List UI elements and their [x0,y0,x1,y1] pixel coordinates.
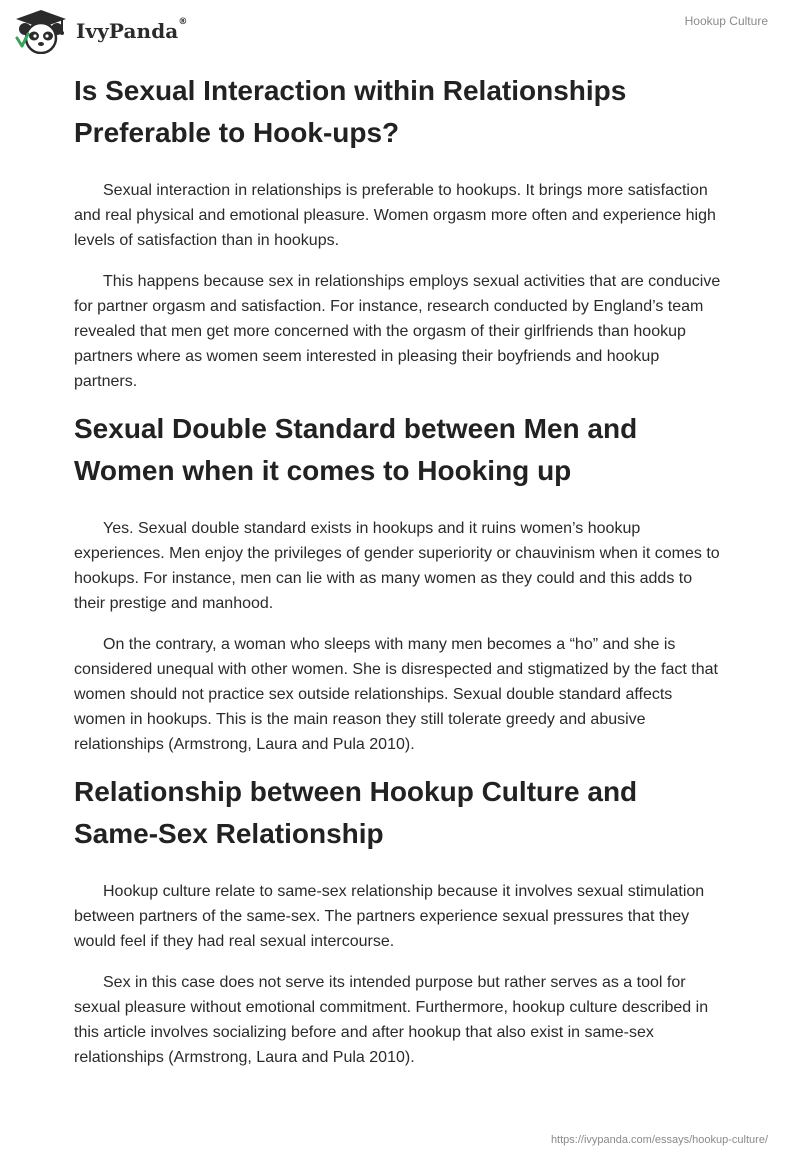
panda-graduate-icon [14,8,68,54]
section-heading: Sexual Double Standard between Men and Women when it comes to Hooking up [74,413,638,486]
document-title-label: Hookup Culture [684,14,768,28]
section-heading: Is Sexual Interaction within Relationships Preferable to Hook-ups? [74,75,627,148]
paragraph: Hookup culture relate to same-sex relationship because it involves sexual stimulation between partners of the same-sex. The partners experience sexual pressures that they would feel if they had real sexual intercourse. [74,883,705,950]
paragraph: Yes. Sexual double standard exists in hookups and it ruins women’s hookup experiences. Men enjoy the privileges of gender superiority or chauvinism when it comes to hookups. For instance, men can lie with as many women as they could and this adds to their prestige and manhood. [74,520,720,612]
section-heading: Relationship between Hookup Culture and Same-Sex Relationship [74,776,638,849]
paragraph: On the contrary, a woman who sleeps with many men becomes a “ho” and she is considered unequal with other women. She is disrespected and stigmatized by the fact that women should not practice sex outside relationships. Sexual double standard affects women in hookups. This is the main reason they still tolerate greedy and abusive relationships (Armstrong, Laura and Pula 2010). [74,636,718,753]
source-url[interactable]: https://ivypanda.com/essays/hookup-culture/ [550,1134,768,1146]
paragraph: Sexual interaction in relationships is preferable to hookups. It brings more satisfaction and real physical and emotional pleasure. Women orgasm more often and experience high levels of satisfaction than in hookups. [74,182,716,249]
brand-logo[interactable] [14,8,187,54]
page-header [0,0,800,66]
paragraph: Sex in this case does not serve its intended purpose but rather serves as a tool for sexual pleasure without emotional commitment. Furthermore, hookup culture described in this article involves socializing before and after hookup that also exist in same-sex relationships (Armstrong, Laura and Pula 2010). [74,974,709,1066]
brand-name: IvyPanda® [76,17,188,43]
paragraph: This happens because sex in relationships employs sexual activities that are conducive for partner orgasm and satisfaction. For instance, research conducted by England’s team revealed that men get more concerned with the orgasm of their girlfriends than hookup partners where as women seem interested in pleasing their boyfriends and hookup partners. [74,273,721,390]
essay-body [74,70,726,1070]
